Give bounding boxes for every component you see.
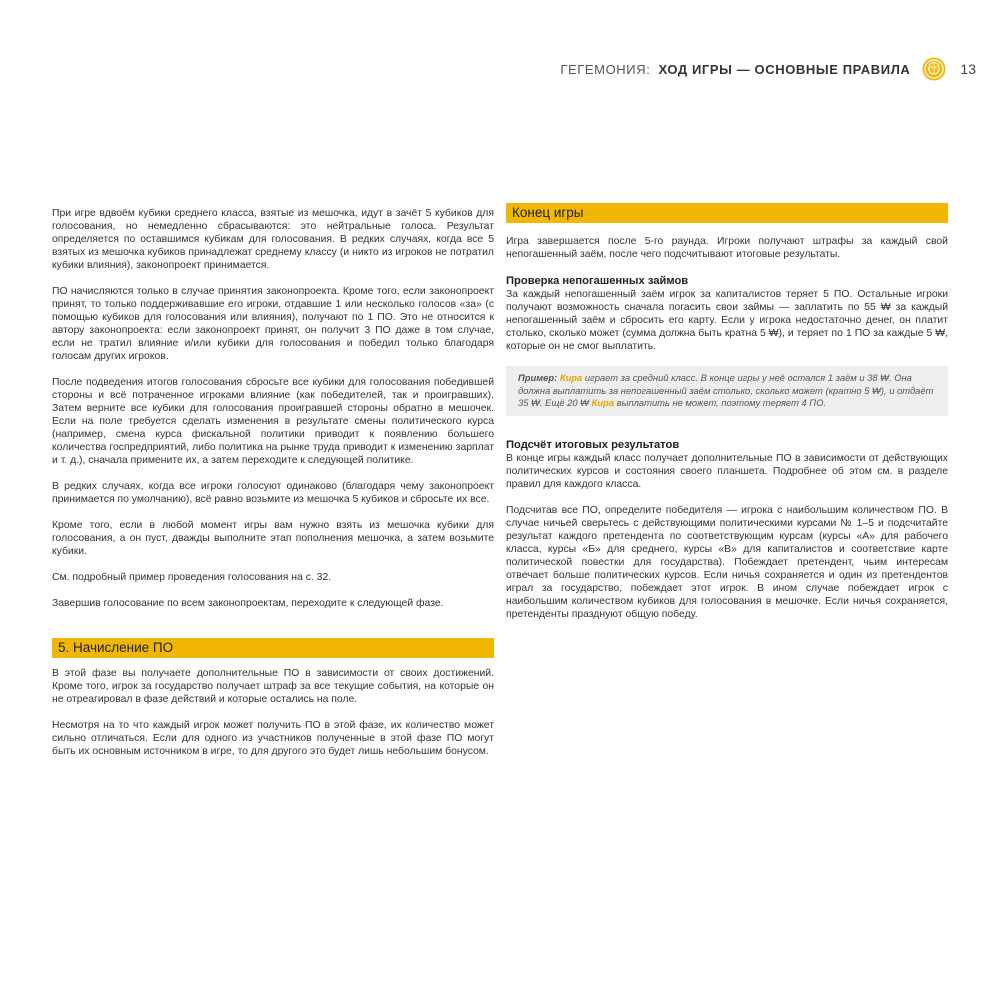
paragraph: Завершив голосование по всем законопроектам, переходите к следующей фазе.: [52, 598, 444, 609]
paragraph: В редких случаях, когда все игроки голосуют одинаково (благодаря чему законопроект принимается по умолчанию), всё равно возьмите из мешочка 5 кубиков и сбросьте их все.: [52, 481, 494, 505]
paragraph: Кроме того, если в любой момент игры вам нужно взять из мешочка кубики для голосования, а он пуст, дважды выполните этап пополнения мешочка, а затем возьмите кубики.: [52, 520, 494, 557]
example-text: играет за средний класс. В конце игры у неё остался 1 заём и 38 ₩. Она должна выплатить за непогашенный заём столько, сколько может (кратно 5 ₩), и отдаёт 35 ₩. Ещё 20 ₩: [518, 372, 934, 408]
header-title-game: ГЕГЕМОНИЯ:: [560, 61, 651, 77]
subheading-final-score: Подсчёт итоговых результатов: [506, 438, 680, 451]
section-heading-game-end: Конец игры: [506, 203, 948, 223]
paragraph: Несмотря на то что каждый игрок может получить ПО в этой фазе, их количество может сильно отличаться. Если для одного из участников полученные в этой фазе ПО могут быть их основным источником в игре, то для другого это будет лишь небольшим бонусом.: [52, 720, 494, 757]
example-label: Пример:: [518, 372, 558, 383]
subheading-loans: Проверка непогашенных займов: [506, 275, 689, 287]
paragraph: ПО начисляются только в случае принятия законопроекта. Кроме того, если законопроект принят, то только поддерживавшие его игроки, отдавшие 1 или несколько голосов «за» (с помощью кубиков для голосования или влияния), получают по 1 ПО. Это не относится к автору законопроекта: если законопроект принят, он получит 3 ПО даже в том случае, если не тратил влияние и/или кубики для голосования и победил только благодаря голосам других игроков.: [52, 286, 494, 362]
example-text: выплатить не может, поэтому теряет 4 ПО.: [614, 397, 826, 408]
page-reference: См. подробный пример проведения голосования на с. 32.: [52, 572, 332, 583]
left-column: [52, 207, 494, 758]
player-name: Кира: [591, 397, 615, 408]
page-number: 13: [960, 61, 976, 77]
paragraph: После подведения итогов голосования сбросьте все кубики для голосования победившей стороны и всё потраченное игроками влияние (как победителей, так и проигравших). Затем верните все кубики для голосования проигравшей стороны обратно в мешочек. Если на поле требуется сделать изменения в результате смены политического курса (например, смена курса фискальной политики приводит к появлению большего количества госпредприятий, либо политика на рынке труда приводит к изменению зарплат и т. д.), сначала примените их, а затем переходите к следующей политике.: [52, 377, 494, 466]
header-title-section: ХОД ИГРЫ — ОСНОВНЫЕ ПРАВИЛА: [658, 61, 911, 77]
paragraph: При игре вдвоём кубики среднего класса, взятые из мешочка, идут в зачёт 5 кубиков для голосования, но немедленно сбрасываются: это нейтральные голоса. Результат определяется по оставшимся кубикам для голосования. В редких случаях, когда все 5 взятых из мешочка кубиков принадлежат среднему классу (и никто из игроков не потратил кубики влияния), законопроект принимается.: [52, 208, 494, 271]
page-header: [560, 52, 976, 86]
paragraph: Подсчитав все ПО, определите победителя — игрока с наибольшим количеством ПО. В случае ничьей сверьтесь с действующими политическими курсами № 1–5 и подсчитайте результат каждого претендента по соответствующим курсам (курсы «А» для рабочего класса, курсы «Б» для среднего, курсы «В» для капиталистов и соответствие карте политической повестки для государства). Побеждает претендент, чьим интересам отвечает больше политических курсов. Если ничья сохраняется и один из претендентов играл за государство, побеждает этот игрок. В ином случае побеждает игрок с наибольшим количеством кубиков для голосования в мешочке. Если ничья сохраняется, претенденты празднуют общую победу.: [506, 504, 948, 620]
section-heading-scoring: 5. Начисление ПО: [52, 638, 494, 658]
paragraph: Игра завершается после 5-го раунда. Игроки получают штрафы за каждый свой непогашенный заём, после чего подсчитывают итоговые результаты.: [506, 236, 948, 260]
paragraph: В этой фазе вы получаете дополнительные ПО в зависимости от своих достижений. Кроме того, игрок за государство получает штраф за все текущие события, на которые он не отреагировал в фазе действий и которые остались на поле.: [52, 668, 494, 705]
brain-emblem-icon: [922, 57, 946, 81]
example-box: [506, 366, 948, 416]
paragraph: За каждый непогашенный заём игрок за капиталистов теряет 5 ПО. Остальные игроки получают возможность сначала погасить свои займы — заплатить по 55 ₩ за каждый непогашенный заём и сбросить его карту. Если у игрока недостаточно денег, он платит столько, сколько может (сумма должна быть кратна 5 ₩), и теряет по 1 ПО за каждые 5 ₩, которые он не смог выплатить.: [506, 289, 948, 352]
paragraph: В конце игры каждый класс получает дополнительные ПО в зависимости от действующих политических курсов и состояния своего планшета. Подробнее об этом см. в разделе правил для каждого класса.: [506, 452, 948, 490]
player-name: Кира: [559, 372, 583, 383]
right-column: [506, 203, 948, 621]
